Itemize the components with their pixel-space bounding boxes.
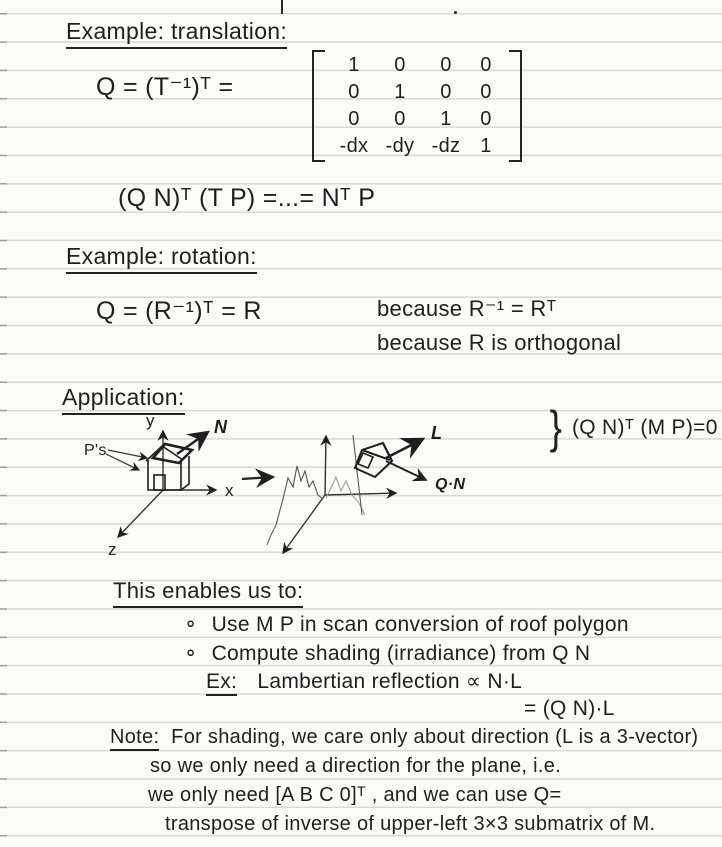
mountain-sketch (267, 435, 365, 545)
matrix-cell: 0 (480, 81, 492, 103)
transformation-diagram (50, 403, 550, 573)
matrix-cell: 0 (348, 81, 360, 103)
matrix-cell: 0 (440, 54, 452, 76)
matrix-cell: 0 (394, 108, 406, 130)
note-label: Note: (110, 726, 159, 751)
note-line-1 (110, 726, 698, 749)
transform-arrow (242, 477, 273, 479)
equation-q-rotation: Q = (R⁻¹)ᵀ = R (96, 297, 262, 325)
equation-normal-invariance: (Q N)ᵀ (T P) =...= Nᵀ P (118, 184, 376, 212)
house-sketch (146, 444, 192, 490)
matrix-cell: 1 (480, 135, 492, 157)
stray-dot (454, 11, 457, 14)
heading-enables: This enables us to: (113, 578, 303, 608)
left-z-axis-label: z (108, 540, 117, 559)
example-lambertian (206, 669, 522, 694)
matrix-cell: 0 (394, 54, 406, 76)
left-y-axis-label: y (146, 411, 155, 430)
bullet-marker: ∘ (184, 613, 198, 636)
matrix-cell: 1 (394, 81, 406, 103)
matrix-cell: 0 (348, 108, 360, 130)
heading-example-translation: Example: translation: (66, 18, 287, 49)
equation-q-translation: Q = (T⁻¹)ᵀ = (96, 73, 234, 101)
heading-example-rotation: Example: rotation: (66, 243, 257, 274)
right-axes (283, 436, 396, 553)
ex-text: Lambertian reflection ∝ N·L (257, 670, 523, 693)
translation-matrix (312, 50, 522, 162)
note-line-2: so we only need a direction for the plane, i.e. (150, 755, 562, 777)
qn-vector-label: Q·N (435, 476, 466, 493)
matrix-grid (325, 50, 509, 162)
bullet-text: Compute shading (irradiance) from Q N (211, 642, 591, 665)
heading-application: Application: (62, 384, 185, 415)
qn-vector-arrow (386, 461, 426, 480)
matrix-right-bracket (509, 50, 522, 162)
matrix-cell: 0 (480, 108, 492, 130)
light-vector-label: L (431, 423, 443, 443)
result-brace: } (549, 401, 563, 453)
points-label: P's (84, 442, 107, 459)
note-text-1: For shading, we care only about direction (L is a 3-vector) (171, 726, 699, 748)
matrix-cell: 1 (348, 54, 360, 76)
bullet-text: Use M P in scan conversion of roof polygon (211, 613, 629, 636)
ex-label: Ex: (206, 670, 237, 696)
result-equation: (Q N)ᵀ (M P)=0 (572, 416, 718, 439)
bullet-shading (184, 641, 590, 666)
left-axes (118, 431, 216, 537)
matrix-cell: -dz (431, 135, 461, 157)
rotation-reason-2: because R is orthogonal (377, 330, 622, 355)
normal-vector-label: N (214, 417, 228, 437)
note-line-4: transpose of inverse of upper-left 3×3 submatrix of M. (165, 813, 656, 835)
matrix-cell: -dy (385, 135, 415, 157)
left-x-axis-label: x (225, 481, 234, 500)
matrix-cell: 1 (440, 108, 452, 130)
stray-mark (281, 0, 283, 14)
matrix-cell: 0 (480, 54, 492, 76)
ex-result: = (Q N)·L (524, 697, 615, 720)
matrix-cell: -dx (339, 135, 369, 157)
rotation-reason-1: because R⁻¹ = Rᵀ (377, 296, 557, 321)
matrix-left-bracket (312, 50, 325, 162)
rotated-house-sketch (355, 443, 392, 477)
points-arrows (106, 450, 147, 470)
note-line-3: we only need [A B C 0]ᵀ , and we can use Q= (148, 784, 562, 806)
bullet-scan-conversion (184, 612, 629, 637)
light-vector-arrow (386, 439, 423, 458)
matrix-cell: 0 (440, 81, 452, 103)
bullet-marker: ∘ (184, 642, 198, 665)
